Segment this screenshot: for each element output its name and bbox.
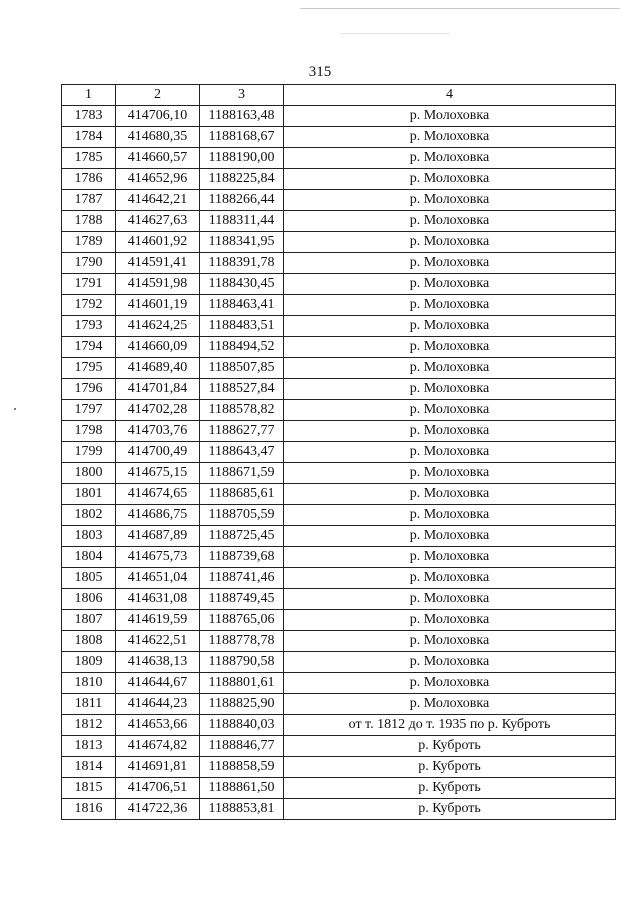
table-row: [62, 232, 616, 253]
description-cell: р. Куброть: [284, 799, 616, 820]
table-row: [62, 610, 616, 631]
x-coordinate-cell: 414601,92: [116, 232, 200, 253]
table-row: [62, 106, 616, 127]
description-cell: р. Молоховка: [284, 232, 616, 253]
table-row: [62, 358, 616, 379]
y-coordinate-cell: 1188778,78: [200, 631, 284, 652]
table-row: [62, 757, 616, 778]
point-number-cell: 1783: [62, 106, 116, 127]
point-number-cell: 1808: [62, 631, 116, 652]
y-coordinate-cell: 1188341,95: [200, 232, 284, 253]
table-row: [62, 694, 616, 715]
description-cell: р. Молоховка: [284, 463, 616, 484]
x-coordinate-cell: 414591,41: [116, 253, 200, 274]
description-cell: р. Молоховка: [284, 568, 616, 589]
x-coordinate-cell: 414642,21: [116, 190, 200, 211]
y-coordinate-cell: 1188846,77: [200, 736, 284, 757]
point-number-cell: 1788: [62, 211, 116, 232]
column-header-description: 4: [284, 85, 616, 106]
x-coordinate-cell: 414691,81: [116, 757, 200, 778]
description-cell: р. Молоховка: [284, 526, 616, 547]
table-row: [62, 442, 616, 463]
description-cell: р. Молоховка: [284, 589, 616, 610]
table-row: [62, 295, 616, 316]
description-cell: р. Молоховка: [284, 694, 616, 715]
table-row: [62, 631, 616, 652]
x-coordinate-cell: 414674,82: [116, 736, 200, 757]
y-coordinate-cell: 1188266,44: [200, 190, 284, 211]
x-coordinate-cell: 414701,84: [116, 379, 200, 400]
x-coordinate-cell: 414660,57: [116, 148, 200, 169]
table-row: [62, 379, 616, 400]
x-coordinate-cell: 414624,25: [116, 316, 200, 337]
point-number-cell: 1802: [62, 505, 116, 526]
table-row: [62, 736, 616, 757]
table-row: [62, 127, 616, 148]
table-row: [62, 505, 616, 526]
y-coordinate-cell: 1188705,59: [200, 505, 284, 526]
table-row: [62, 169, 616, 190]
scan-artifact-line: [300, 8, 620, 9]
coordinates-table: [61, 84, 616, 820]
y-coordinate-cell: 1188725,45: [200, 526, 284, 547]
x-coordinate-cell: 414689,40: [116, 358, 200, 379]
description-cell: р. Молоховка: [284, 505, 616, 526]
point-number-cell: 1803: [62, 526, 116, 547]
description-cell: р. Куброть: [284, 736, 616, 757]
y-coordinate-cell: 1188790,58: [200, 652, 284, 673]
point-number-cell: 1806: [62, 589, 116, 610]
y-coordinate-cell: 1188741,46: [200, 568, 284, 589]
y-coordinate-cell: 1188391,78: [200, 253, 284, 274]
y-coordinate-cell: 1188463,41: [200, 295, 284, 316]
description-cell: р. Молоховка: [284, 316, 616, 337]
description-cell: р. Молоховка: [284, 169, 616, 190]
description-cell: р. Куброть: [284, 757, 616, 778]
y-coordinate-cell: 1188765,06: [200, 610, 284, 631]
table-row: [62, 652, 616, 673]
y-coordinate-cell: 1188483,51: [200, 316, 284, 337]
description-cell: р. Молоховка: [284, 484, 616, 505]
table-row: [62, 568, 616, 589]
y-coordinate-cell: 1188430,45: [200, 274, 284, 295]
x-coordinate-cell: 414591,98: [116, 274, 200, 295]
table-row: [62, 778, 616, 799]
point-number-cell: 1807: [62, 610, 116, 631]
point-number-cell: 1786: [62, 169, 116, 190]
point-number-cell: 1796: [62, 379, 116, 400]
table-row: [62, 400, 616, 421]
description-cell: р. Молоховка: [284, 127, 616, 148]
x-coordinate-cell: 414675,15: [116, 463, 200, 484]
column-header-point: 1: [62, 85, 116, 106]
table-row: [62, 421, 616, 442]
x-coordinate-cell: 414687,89: [116, 526, 200, 547]
x-coordinate-cell: 414627,63: [116, 211, 200, 232]
y-coordinate-cell: 1188853,81: [200, 799, 284, 820]
x-coordinate-cell: 414638,13: [116, 652, 200, 673]
column-header-x: 2: [116, 85, 200, 106]
page-number: 315: [308, 64, 332, 80]
y-coordinate-cell: 1188627,77: [200, 421, 284, 442]
x-coordinate-cell: 414675,73: [116, 547, 200, 568]
point-number-cell: 1797: [62, 400, 116, 421]
point-number-cell: 1805: [62, 568, 116, 589]
description-cell: р. Молоховка: [284, 253, 616, 274]
y-coordinate-cell: 1188685,61: [200, 484, 284, 505]
y-coordinate-cell: 1188311,44: [200, 211, 284, 232]
description-cell: р. Молоховка: [284, 400, 616, 421]
column-header-y: 3: [200, 85, 284, 106]
table-row: [62, 547, 616, 568]
x-coordinate-cell: 414686,75: [116, 505, 200, 526]
point-number-cell: 1799: [62, 442, 116, 463]
point-number-cell: 1816: [62, 799, 116, 820]
table-row: [62, 463, 616, 484]
description-cell: р. Молоховка: [284, 547, 616, 568]
table-row: [62, 253, 616, 274]
description-cell: р. Молоховка: [284, 106, 616, 127]
scan-artifact-dot: [14, 408, 16, 410]
point-number-cell: 1800: [62, 463, 116, 484]
y-coordinate-cell: 1188749,45: [200, 589, 284, 610]
y-coordinate-cell: 1188578,82: [200, 400, 284, 421]
table-row: [62, 715, 616, 736]
description-cell: р. Молоховка: [284, 442, 616, 463]
table-row: [62, 526, 616, 547]
description-cell: р. Молоховка: [284, 148, 616, 169]
description-cell: р. Молоховка: [284, 610, 616, 631]
point-number-cell: 1814: [62, 757, 116, 778]
x-coordinate-cell: 414644,67: [116, 673, 200, 694]
point-number-cell: 1812: [62, 715, 116, 736]
x-coordinate-cell: 414660,09: [116, 337, 200, 358]
point-number-cell: 1791: [62, 274, 116, 295]
description-cell: р. Молоховка: [284, 358, 616, 379]
y-coordinate-cell: 1188671,59: [200, 463, 284, 484]
table-row: [62, 316, 616, 337]
table-row: [62, 211, 616, 232]
x-coordinate-cell: 414674,65: [116, 484, 200, 505]
y-coordinate-cell: 1188507,85: [200, 358, 284, 379]
x-coordinate-cell: 414601,19: [116, 295, 200, 316]
x-coordinate-cell: 414653,66: [116, 715, 200, 736]
x-coordinate-cell: 414644,23: [116, 694, 200, 715]
description-cell: р. Молоховка: [284, 211, 616, 232]
y-coordinate-cell: 1188858,59: [200, 757, 284, 778]
point-number-cell: 1801: [62, 484, 116, 505]
x-coordinate-cell: 414651,04: [116, 568, 200, 589]
description-cell: р. Молоховка: [284, 274, 616, 295]
point-number-cell: 1810: [62, 673, 116, 694]
description-cell: р. Молоховка: [284, 631, 616, 652]
y-coordinate-cell: 1188494,52: [200, 337, 284, 358]
description-cell: р. Куброть: [284, 778, 616, 799]
point-number-cell: 1789: [62, 232, 116, 253]
description-cell: р. Молоховка: [284, 673, 616, 694]
point-number-cell: 1792: [62, 295, 116, 316]
point-number-cell: 1790: [62, 253, 116, 274]
y-coordinate-cell: 1188643,47: [200, 442, 284, 463]
description-cell: р. Молоховка: [284, 295, 616, 316]
point-number-cell: 1795: [62, 358, 116, 379]
description-cell: р. Молоховка: [284, 379, 616, 400]
y-coordinate-cell: 1188163,48: [200, 106, 284, 127]
description-cell: р. Молоховка: [284, 337, 616, 358]
point-number-cell: 1811: [62, 694, 116, 715]
table-row: [62, 589, 616, 610]
table-row: [62, 274, 616, 295]
y-coordinate-cell: 1188527,84: [200, 379, 284, 400]
point-number-cell: 1787: [62, 190, 116, 211]
table-row: [62, 673, 616, 694]
point-number-cell: 1809: [62, 652, 116, 673]
table-row: [62, 148, 616, 169]
point-number-cell: 1784: [62, 127, 116, 148]
x-coordinate-cell: 414722,36: [116, 799, 200, 820]
table-row: [62, 484, 616, 505]
table-row: [62, 337, 616, 358]
point-number-cell: 1815: [62, 778, 116, 799]
y-coordinate-cell: 1188825,90: [200, 694, 284, 715]
point-number-cell: 1798: [62, 421, 116, 442]
x-coordinate-cell: 414702,28: [116, 400, 200, 421]
scan-artifact-line: [340, 33, 450, 34]
y-coordinate-cell: 1188739,68: [200, 547, 284, 568]
x-coordinate-cell: 414706,10: [116, 106, 200, 127]
x-coordinate-cell: 414706,51: [116, 778, 200, 799]
point-number-cell: 1813: [62, 736, 116, 757]
description-cell: р. Молоховка: [284, 190, 616, 211]
x-coordinate-cell: 414619,59: [116, 610, 200, 631]
table-row: [62, 799, 616, 820]
x-coordinate-cell: 414652,96: [116, 169, 200, 190]
x-coordinate-cell: 414700,49: [116, 442, 200, 463]
x-coordinate-cell: 414622,51: [116, 631, 200, 652]
point-number-cell: 1794: [62, 337, 116, 358]
y-coordinate-cell: 1188840,03: [200, 715, 284, 736]
description-cell: от т. 1812 до т. 1935 по р. Куброть: [284, 715, 616, 736]
table-header-row: [62, 85, 616, 106]
y-coordinate-cell: 1188861,50: [200, 778, 284, 799]
description-cell: р. Молоховка: [284, 421, 616, 442]
y-coordinate-cell: 1188225,84: [200, 169, 284, 190]
y-coordinate-cell: 1188190,00: [200, 148, 284, 169]
point-number-cell: 1804: [62, 547, 116, 568]
y-coordinate-cell: 1188801,61: [200, 673, 284, 694]
point-number-cell: 1793: [62, 316, 116, 337]
description-cell: р. Молоховка: [284, 652, 616, 673]
point-number-cell: 1785: [62, 148, 116, 169]
y-coordinate-cell: 1188168,67: [200, 127, 284, 148]
table-row: [62, 190, 616, 211]
x-coordinate-cell: 414631,08: [116, 589, 200, 610]
x-coordinate-cell: 414680,35: [116, 127, 200, 148]
x-coordinate-cell: 414703,76: [116, 421, 200, 442]
